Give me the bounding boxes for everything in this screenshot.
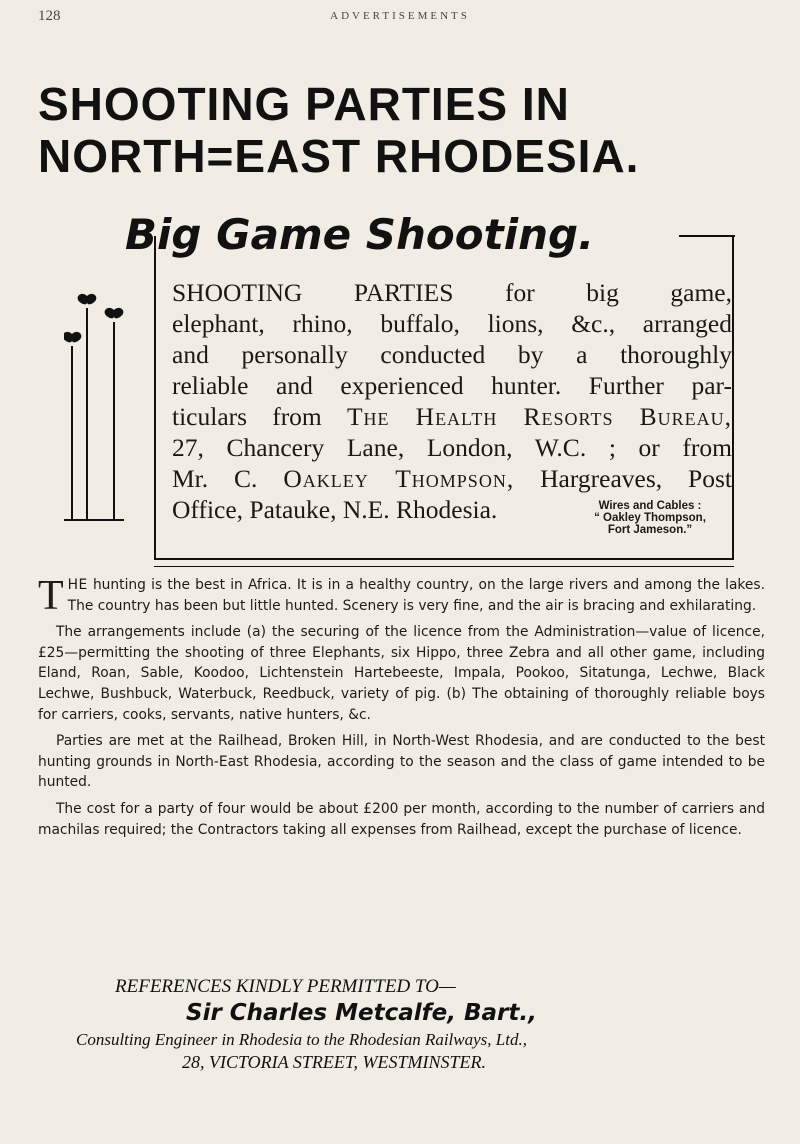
page-number: 128 [38, 8, 61, 24]
telegram-line-1: Wires and Cables : [598, 500, 702, 512]
headline [38, 78, 778, 182]
reference-address: 28, VICTORIA STREET, WESTMINSTER. [182, 1052, 487, 1072]
notice-text: Mr. C. [172, 464, 258, 493]
body-text [38, 575, 765, 846]
notice-line: SHOOTING PARTIES for big game, [172, 278, 732, 307]
notice-line: reliable and experienced hunter. Further par- [172, 371, 732, 400]
paragraph-4: The cost for a party of four would be about £200 per month, according to the number of carriers and machilas required; the Contractors taking all expenses from Railhead, except the purchase of licence. [38, 800, 765, 838]
headline-line-1: SHOOTING PARTIES IN [38, 78, 570, 130]
notice-line: Office, Patauke, N.E. Rhodesia. [172, 495, 498, 524]
telegram-line-2: “ Oakley Thompson, [594, 512, 706, 524]
decorative-ornament [64, 290, 164, 530]
paragraph-1 [38, 573, 765, 619]
notice-text: ticulars from [172, 402, 322, 431]
notice-line: elephant, rhino, buffalo, lions, &c., arranged [172, 309, 732, 338]
notice-line: 27, Chancery Lane, London, W.C. ; or from [172, 433, 732, 462]
telegram-address [570, 500, 730, 536]
running-head [0, 8, 800, 28]
contact-name: Oakley Thompson, [283, 464, 515, 493]
lead-word: HE [67, 577, 88, 593]
subhead: Big Game Shooting. [125, 210, 595, 259]
notice-text: Hargreaves, Post [540, 464, 732, 493]
reference-title: Consulting Engineer in Rhodesia to the Rhodesian Railways, Ltd., [76, 1030, 527, 1049]
notice-line: and personally conducted by a thoroughly [172, 340, 732, 369]
boxed-notice-text [172, 277, 732, 525]
frame-underline [154, 566, 734, 567]
section-name: ADVERTISEMENTS [330, 10, 470, 22]
notice-line [172, 463, 732, 494]
reference-name: Sir Charles Metcalfe, Bart., [186, 1000, 537, 1026]
drop-cap: T [38, 573, 64, 619]
headline-line-2: NORTH=EAST RHODESIA. [38, 130, 640, 182]
notice-line [172, 401, 732, 432]
paragraph-3: Parties are met at the Railhead, Broken Hill, in North-West Rhodesia, and are conducted to the best hunting grounds in North-East Rhodesia, according to the season and the class of game intended to be hunted. [38, 733, 765, 791]
paragraph-text: hunting is the best in Africa. It is in a healthy country, on the large rivers and among the lakes. The country has been but little hunted. Scenery is very fine, and the air is bracing and exhilarating. [67, 577, 765, 614]
telegram-line-3: Fort Jameson.” [607, 524, 693, 536]
references-heading: REFERENCES KINDLY PERMITTED TO— [115, 976, 456, 997]
bureau-name: The Health Resorts Bureau, [346, 402, 733, 431]
paragraph-2: The arrangements include (a) the securing of the licence from the Administration—value of licence, £25—permitting the shooting of three Elephants, six Hippo, three Zebra and all other game, including Eland, Roan, Sable, Koodoo, Lichtenstein Hartebeeste, Impala, Pookoo, Sitatunga, Lechwe, Black Lechwe, Bushbuck, Waterbuck, Reedbuck, variety of pig. (b) The obtaining of thoroughly reliable boys for carriers, cooks, servants, native hunters, &c. [38, 624, 765, 723]
